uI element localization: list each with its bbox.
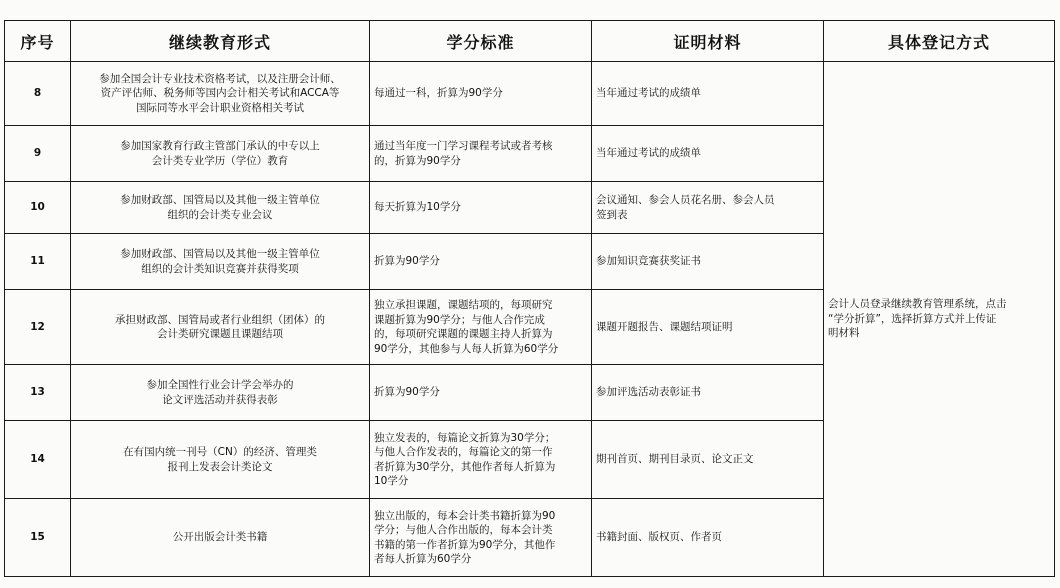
- row-no: 15: [5, 499, 71, 577]
- row-credit: 独立承担课题，课题结项的，每项研究 课题折算为90学分；与他人合作完成 的，每项研究课题的课题主持人折算为 90学分，其他参与人每人折算为60学分: [370, 290, 592, 365]
- header-row: [5, 21, 1055, 62]
- row-credit: 折算为90学分: [370, 365, 592, 421]
- row-credit: 独立发表的，每篇论文折算为30学分； 与他人合作发表的，每篇论文的第一作 者折算为30学分，其他作者每人折算为 10学分: [370, 421, 592, 499]
- row-proof: 课题开题报告、课题结项证明: [592, 290, 824, 365]
- credit-table: [4, 20, 1055, 577]
- row-form: 参加全国会计专业技术资格考试，以及注册会计师、 资产评估师、税务师等国内会计相关考试和ACCA等 国际同等水平会计职业资格相关考试: [71, 62, 370, 126]
- row-form: 参加财政部、国管局以及其他一级主管单位 组织的会计类知识竞赛并获得奖项: [71, 234, 370, 290]
- registration-method: 会计人员登录继续教育管理系统，点击 “学分折算”，选择折算方式并上传证 明材料: [824, 62, 1055, 577]
- header-no: 序号: [5, 21, 71, 62]
- header-form: 继续教育形式: [71, 21, 370, 62]
- row-form: 公开出版会计类书籍: [71, 499, 370, 577]
- row-form: 参加全国性行业会计学会举办的 论文评选活动并获得表彰: [71, 365, 370, 421]
- row-no: 13: [5, 365, 71, 421]
- row-form: 参加财政部、国管局以及其他一级主管单位 组织的会计类专业会议: [71, 182, 370, 234]
- table-row: [5, 62, 1055, 126]
- row-proof: 参加评选活动表彰证书: [592, 365, 824, 421]
- row-no: 14: [5, 421, 71, 499]
- row-no: 11: [5, 234, 71, 290]
- row-no: 12: [5, 290, 71, 365]
- row-no: 10: [5, 182, 71, 234]
- row-proof: 参加知识竞赛获奖证书: [592, 234, 824, 290]
- row-proof: 期刊首页、期刊目录页、论文正文: [592, 421, 824, 499]
- row-proof: 会议通知、参会人员花名册、参会人员 签到表: [592, 182, 824, 234]
- row-credit: 每天折算为10学分: [370, 182, 592, 234]
- row-credit: 通过当年度一门学习课程考试或者考核 的，折算为90学分: [370, 126, 592, 182]
- row-credit: 每通过一科，折算为90学分: [370, 62, 592, 126]
- row-proof: 当年通过考试的成绩单: [592, 126, 824, 182]
- row-credit: 独立出版的，每本会计类书籍折算为90 学分；与他人合作出版的，每本会计类 书籍的第一作者折算为90学分，其他作 者每人折算为60学分: [370, 499, 592, 577]
- header-credit: 学分标准: [370, 21, 592, 62]
- row-no: 8: [5, 62, 71, 126]
- header-proof: 证明材料: [592, 21, 824, 62]
- header-registration: 具体登记方式: [824, 21, 1055, 62]
- row-no: 9: [5, 126, 71, 182]
- row-form: 参加国家教育行政主管部门承认的中专以上 会计类专业学历（学位）教育: [71, 126, 370, 182]
- row-credit: 折算为90学分: [370, 234, 592, 290]
- row-form: 承担财政部、国管局或者行业组织（团体）的 会计类研究课题且课题结项: [71, 290, 370, 365]
- row-form: 在有国内统一刊号（CN）的经济、管理类 报刊上发表会计类论文: [71, 421, 370, 499]
- row-proof: 书籍封面、版权页、作者页: [592, 499, 824, 577]
- row-proof: 当年通过考试的成绩单: [592, 62, 824, 126]
